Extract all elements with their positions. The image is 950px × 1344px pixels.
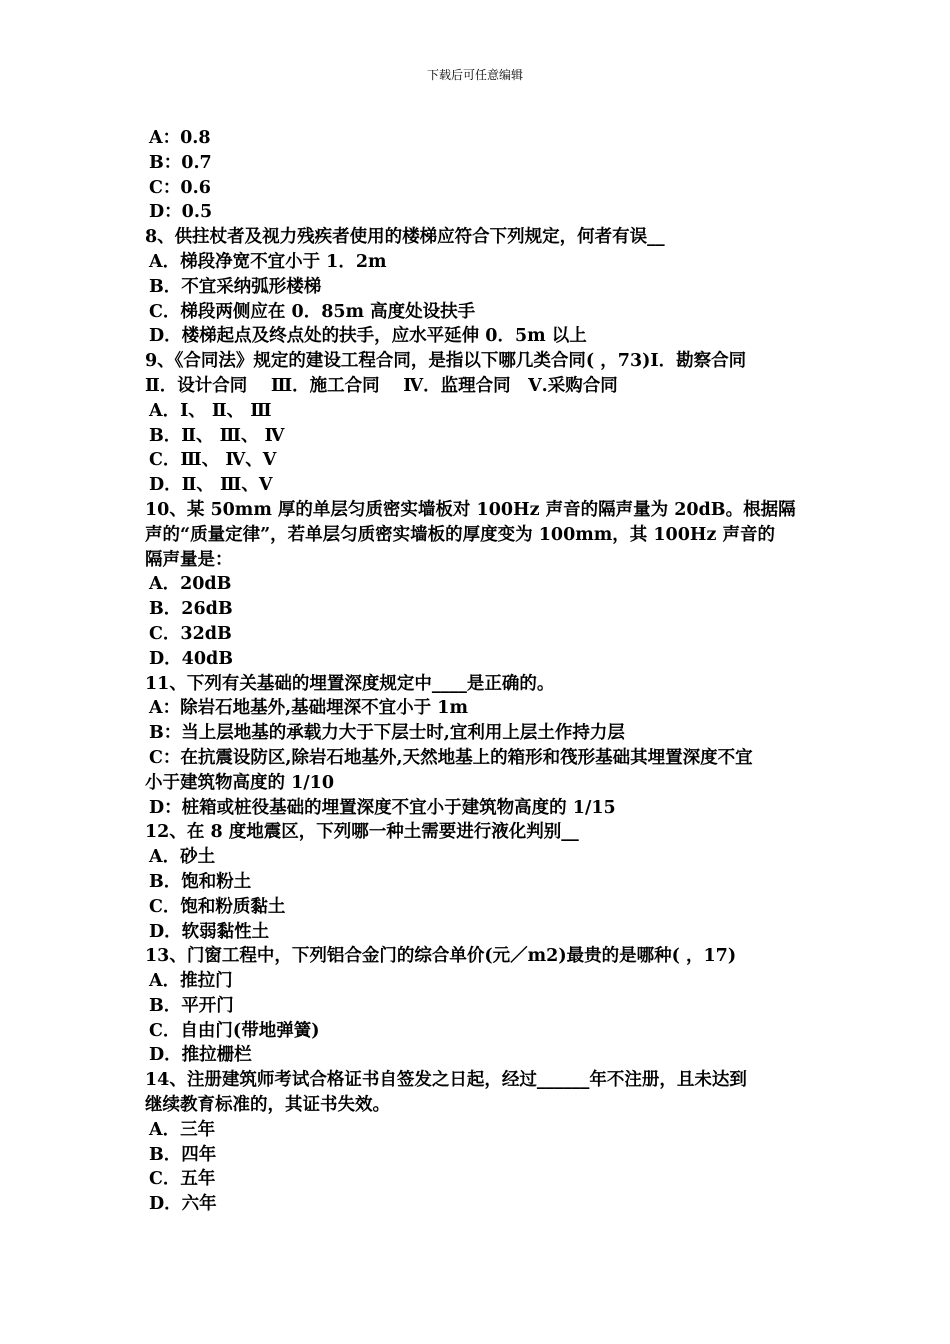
option-line: B：0.7 [149, 152, 212, 173]
option-line: A．三年 [149, 1119, 216, 1140]
option-line: A．砂土 [149, 847, 216, 868]
option-line: B．不宜采纳弧形楼梯 [149, 276, 322, 297]
option-line: B．饱和粉土 [149, 871, 252, 892]
option-line: C．梯段两侧应在 0．85m 高度处设扶手 [149, 301, 476, 322]
option-line: B．四年 [149, 1144, 217, 1165]
option-line: D．六年 [149, 1194, 217, 1215]
question-10-continued: 声的“质量定律”，若单层匀质密实墙板的厚度变为 100mm，其 100Hz 声音的 [145, 524, 775, 545]
question-14: 14、注册建筑师考试合格证书自签发之日起，经过______年不注册，且未达到 [145, 1070, 747, 1091]
question-13: 13、门窗工程中，下列铝合金门的综合单价(元／m2)最贵的是哪种( ，17) [145, 946, 737, 967]
option-line: B．平开门 [149, 995, 234, 1016]
option-line: C．五年 [149, 1169, 216, 1190]
question-14-continued: 继续教育标准的，其证书失效。 [145, 1095, 390, 1116]
option-line: A．推拉门 [149, 971, 233, 992]
option-line: A：除岩石地基外,基础埋深不宜小于 1m [149, 698, 468, 719]
question-11: 11、下列有关基础的埋置深度规定中____是正确的。 [145, 673, 555, 694]
option-line: D．40dB [149, 648, 234, 669]
document-body [145, 126, 810, 1217]
option-line: D．楼梯起点及终点处的扶手，应水平延伸 0．5m 以上 [149, 326, 587, 347]
question-9: 9、《合同法》规定的建设工程合同，是指以下哪几类合同( ，73)Ⅰ．勘察合同 [145, 351, 747, 372]
question-8: 8、供拄杖者及视力残疾者使用的楼梯应符合下列规定，何者有误__ [145, 227, 665, 248]
option-line: A．20dB [149, 574, 232, 595]
page-header: 下载后可任意编辑 [426, 68, 523, 82]
option-line: C．Ⅲ、 Ⅳ、Ⅴ [149, 450, 277, 471]
question-12: 12、在 8 度地震区，下列哪一种土需要进行液化判别__ [145, 822, 579, 843]
option-line: B：当上层地基的承载力大于下层士时,宜利用上层土作持力层 [149, 723, 625, 744]
question-10-continued: 隔声量是： [145, 549, 233, 570]
option-line: C：0.6 [149, 177, 211, 198]
option-line-continued: 小于建筑物高度的 1/10 [145, 772, 335, 793]
option-line: D：桩箱或桩役基础的埋置深度不宜小于建筑物高度的 1/15 [149, 797, 616, 818]
option-line: D．Ⅱ、 Ⅲ、Ⅴ [149, 475, 273, 496]
option-line: B．Ⅱ、 Ⅲ、 Ⅳ [149, 425, 285, 446]
option-line: D．推拉栅栏 [149, 1045, 252, 1066]
option-line: B．26dB [149, 599, 233, 620]
option-line: A．梯段净宽不宜小于 1．2m [149, 251, 387, 272]
option-line: D：0.5 [149, 202, 213, 223]
option-line: C．32dB [149, 623, 232, 644]
question-10: 10、某 50mm 厚的单层匀质密实墙板对 100Hz 声音的隔声量为 20dB。根据隔 [145, 499, 796, 520]
option-line: C．饱和粉质黏土 [149, 896, 286, 917]
option-line: A：0.8 [149, 128, 211, 148]
option-line: C．自由门(带地弹簧) [149, 1020, 320, 1041]
question-9-continued: Ⅱ．设计合同 Ⅲ．施工合同 Ⅳ．监理合同 Ⅴ.采购合同 [145, 375, 618, 396]
option-line: A．Ⅰ、 Ⅱ、 Ⅲ [149, 400, 272, 421]
option-line: D．软弱黏性土 [149, 921, 270, 942]
option-line: C：在抗震设防区,除岩石地基外,天然地基上的箱形和筏形基础其埋置深度不宜 [149, 747, 753, 768]
